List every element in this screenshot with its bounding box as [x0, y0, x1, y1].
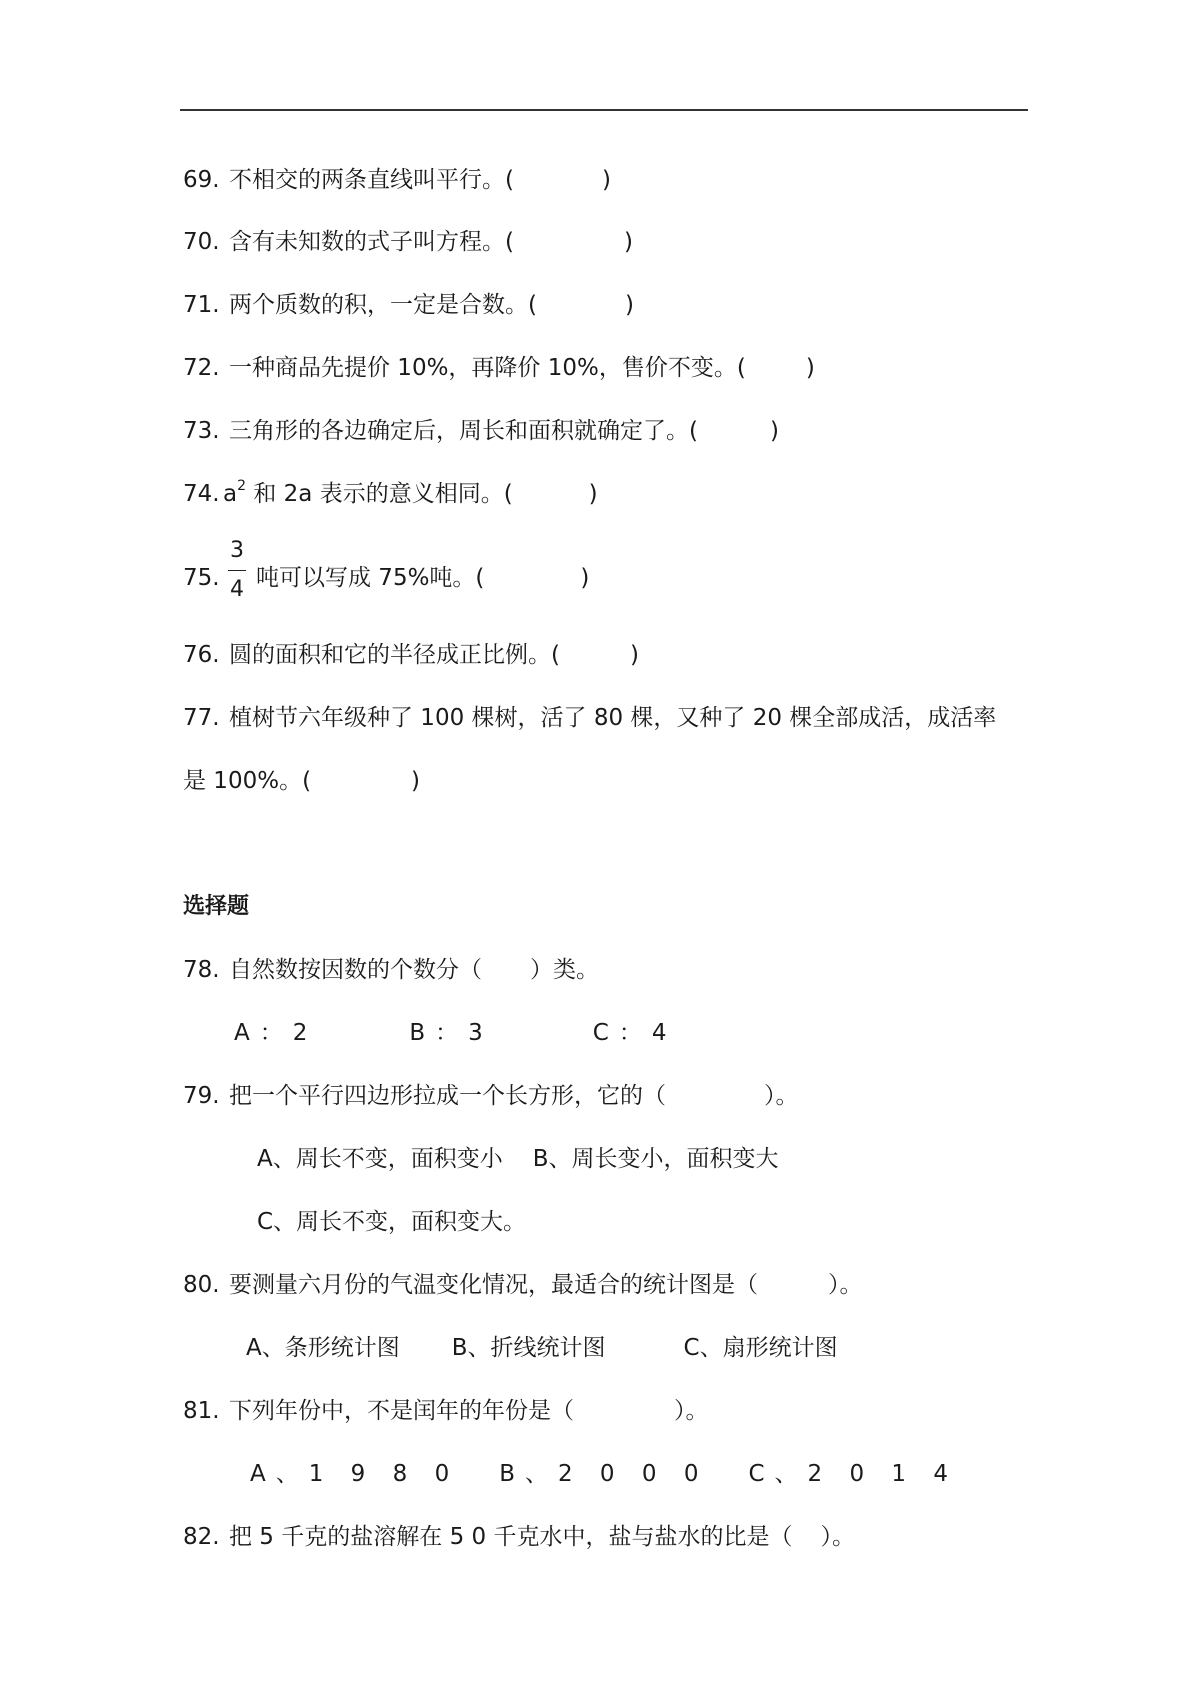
options-79-row2: C、周长不变，面积变大。 — [257, 1209, 527, 1235]
options-79-row1: A、周长不变，面积变小 B、周长变小，面积变大 — [257, 1146, 779, 1172]
question-78: 78. 自然数按因数的个数分（ ）类。 — [183, 957, 599, 983]
question-77: 77. 植树节六年级种了 100 棵树，活了 80 棵，又种了 20 棵全部成活，成活率 — [183, 705, 997, 731]
question-69: 69. 不相交的两条直线叫平行。( ) — [183, 167, 611, 193]
options-80: A、条形统计图 B、折线统计图 C、扇形统计图 — [246, 1335, 838, 1361]
question-74: 74. $a^2$ 和 2a 表示的意义相同。( ) — [183, 478, 598, 507]
section-title: 选择题 — [183, 894, 250, 919]
options-78: A：2 B：3 C：4 — [234, 1020, 677, 1046]
question-76: 76. 圆的面积和它的半径成正比例。( ) — [183, 642, 639, 668]
header-rule — [180, 109, 1028, 111]
question-70: 70. 含有未知数的式子叫方程。( ) — [183, 229, 633, 255]
question-81: 81. 下列年份中，不是闰年的年份是（ ）。 — [183, 1398, 709, 1424]
question-72: 72. 一种商品先提价 10%，再降价 10%，售价不变。( ) — [183, 355, 815, 381]
question-77-continued: 是 100%。( ) — [183, 768, 421, 794]
question-73: 73. 三角形的各边确定后，周长和面积就确定了。( ) — [183, 418, 779, 444]
question-82: 82. 把 5 千克的盐溶解在 5 0 千克水中，盐与盐水的比是（ ）。 — [183, 1524, 855, 1550]
question-71: 71. 两个质数的积，一定是合数。( ) — [183, 292, 634, 318]
question-79: 79. 把一个平行四边形拉成一个长方形，它的（ ）。 — [183, 1083, 799, 1109]
fraction-three-quarters: 3 4 — [230, 538, 244, 602]
question-75: 75. 吨可以写成 75%吨。( ) — [183, 565, 590, 591]
question-80: 80. 要测量六月份的气温变化情况，最适合的统计图是（ ）。 — [183, 1272, 863, 1298]
options-81: A、1 9 8 0 B、2 0 0 0 C、2 0 1 4 — [250, 1461, 958, 1487]
